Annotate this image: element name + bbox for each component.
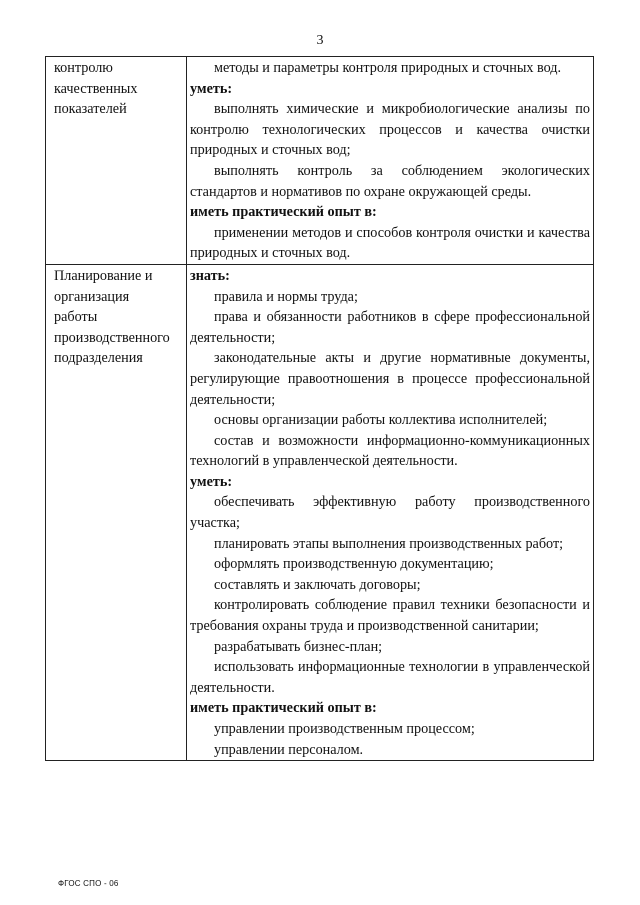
section-heading: знать: (190, 267, 230, 284)
requirement-item: управлении персоналом. (214, 741, 364, 758)
competency-name-line: организация (54, 288, 130, 305)
requirement-item: законодательные акты и другие нормативные документы, регулирующие правоотношения в процессе профессиональной деятельности; (190, 350, 590, 408)
section-heading: иметь практический опыт в: (190, 700, 377, 717)
competency-name-line: подразделения (54, 350, 143, 367)
requirement-item: состав и возможности информационно-коммуникационных технологий в управленческой деятельности. (190, 432, 590, 470)
competency-name-line: работы (54, 309, 98, 326)
footer-label: ФГОС СПО - 06 (58, 879, 119, 888)
requirement-item: использовать информационные технологии в управленческой деятельности. (190, 659, 590, 696)
section-heading: уметь: (190, 473, 233, 490)
competency-table (45, 56, 594, 761)
competency-name-cell (46, 57, 187, 265)
requirement-item: выполнять контроль за соблюдением экологических стандартов и нормативов по охране окружающей среды. (190, 162, 590, 200)
competency-name-line: производственного (54, 329, 170, 346)
requirement-item: контролировать соблюдение правил техники безопасности и требования охраны труда и производственной санитарии; (190, 597, 590, 635)
requirement-item: разрабатывать бизнес-план; (214, 638, 383, 655)
requirements-cell (187, 264, 594, 760)
requirement-item: оформлять производственную документацию; (214, 556, 494, 573)
requirement-item: составлять и заключать договоры; (214, 576, 421, 593)
requirement-item: правила и нормы труда; (214, 288, 358, 305)
requirement-item: планировать этапы выполнения производственных работ; (214, 535, 564, 552)
section-heading: уметь: (190, 80, 233, 97)
requirement-item: применении методов и способов контроля очистки и качества природных и сточных вод. (190, 224, 590, 262)
competency-name-line: Планирование и (54, 267, 153, 284)
page-number: 3 (316, 33, 324, 48)
competency-name-line: показателей (54, 101, 127, 118)
table-row (46, 57, 594, 265)
table-row (46, 264, 594, 760)
section-heading: иметь практический опыт в: (190, 204, 377, 221)
competency-name-cell (46, 264, 187, 760)
table-body (46, 57, 594, 761)
requirements-cell (187, 57, 594, 265)
requirement-item: обеспечивать эффективную работу производственного участка; (190, 494, 590, 532)
requirement-item: методы и параметры контроля природных и сточных вод. (214, 60, 562, 76)
requirement-item: выполнять химические и микробиологические анализы по контролю технологических процессов и качества очистки природных и сточных вод; (190, 101, 590, 159)
requirement-item: управлении производственным процессом; (214, 721, 475, 737)
competency-name-line: контролю (54, 60, 113, 76)
requirement-item: права и обязанности работников в сфере профессиональной деятельности; (190, 309, 590, 346)
competency-name-line: качественных (54, 80, 138, 97)
requirement-item: основы организации работы коллектива исполнителей; (214, 412, 548, 429)
